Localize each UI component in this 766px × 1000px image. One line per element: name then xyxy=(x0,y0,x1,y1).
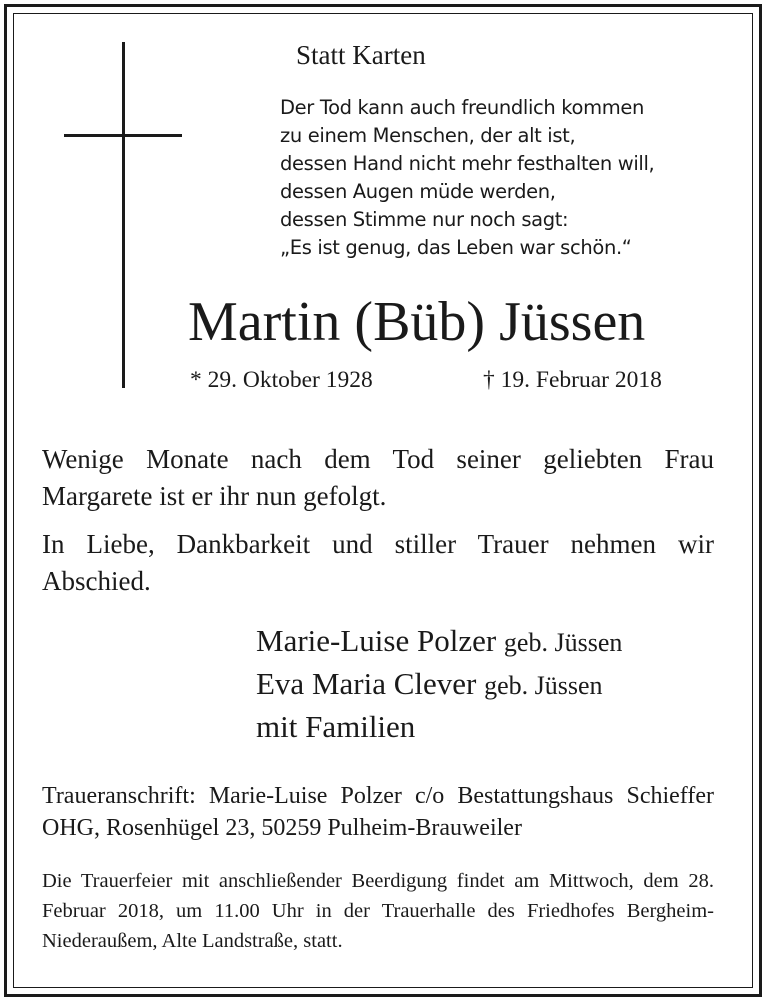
signer xyxy=(256,663,622,706)
birth-date: * 29. Oktober 1928 xyxy=(190,367,373,393)
paragraph-farewell: In Liebe, Dankbarkeit und stiller Trauer nehmen wir Abschied. xyxy=(42,529,714,596)
poem xyxy=(280,94,654,262)
signer xyxy=(256,620,622,663)
poem-line: dessen Stimme nur noch sagt: xyxy=(280,208,569,231)
poem-line: dessen Augen müde werden, xyxy=(280,180,556,203)
signers-list xyxy=(256,620,622,747)
signer-maiden-name: geb. Jüssen xyxy=(503,628,623,657)
signer-name: Marie-Luise Polzer xyxy=(256,623,497,658)
signer-maiden-name: geb. Jüssen xyxy=(484,671,603,700)
statt-karten-heading: Statt Karten xyxy=(296,40,426,70)
signer-name: Eva Maria Clever xyxy=(256,666,477,701)
cross-icon-horizontal xyxy=(64,134,182,137)
paragraph-followed: Wenige Monate nach dem Tod seiner geliebten Frau Margarete ist er ihr nun gefolgt. xyxy=(42,444,714,511)
poem-line: Der Tod kann auch freundlich kommen xyxy=(280,96,645,119)
poem-line: „Es ist genug, das Leben war schön.“ xyxy=(280,236,632,259)
poem-line: dessen Hand nicht mehr festhalten will, xyxy=(280,152,655,175)
funeral-ceremony-notice: Die Trauerfeier mit anschließender Beerdigung findet am Mittwoch, dem 28. Februar 2018, um 11.00 Uhr in der Trauerhalle des Friedhofes Bergheim-Niederaußem, Alte Landstraße, statt. xyxy=(42,870,714,952)
poem-line: zu einem Menschen, der alt ist, xyxy=(280,124,576,147)
death-date: † 19. Februar 2018 xyxy=(483,367,662,393)
mourning-address: Traueranschrift: Marie-Luise Polzer c/o Bestattungshaus Schieffer OHG, Rosenhügel 23, 50259 Pulheim-Brauweiler xyxy=(42,783,714,841)
deceased-name: Martin (Büb) Jüssen xyxy=(188,291,646,353)
signer xyxy=(256,706,622,747)
cross-icon-vertical xyxy=(122,42,125,388)
signer-name: mit Familien xyxy=(256,709,416,744)
